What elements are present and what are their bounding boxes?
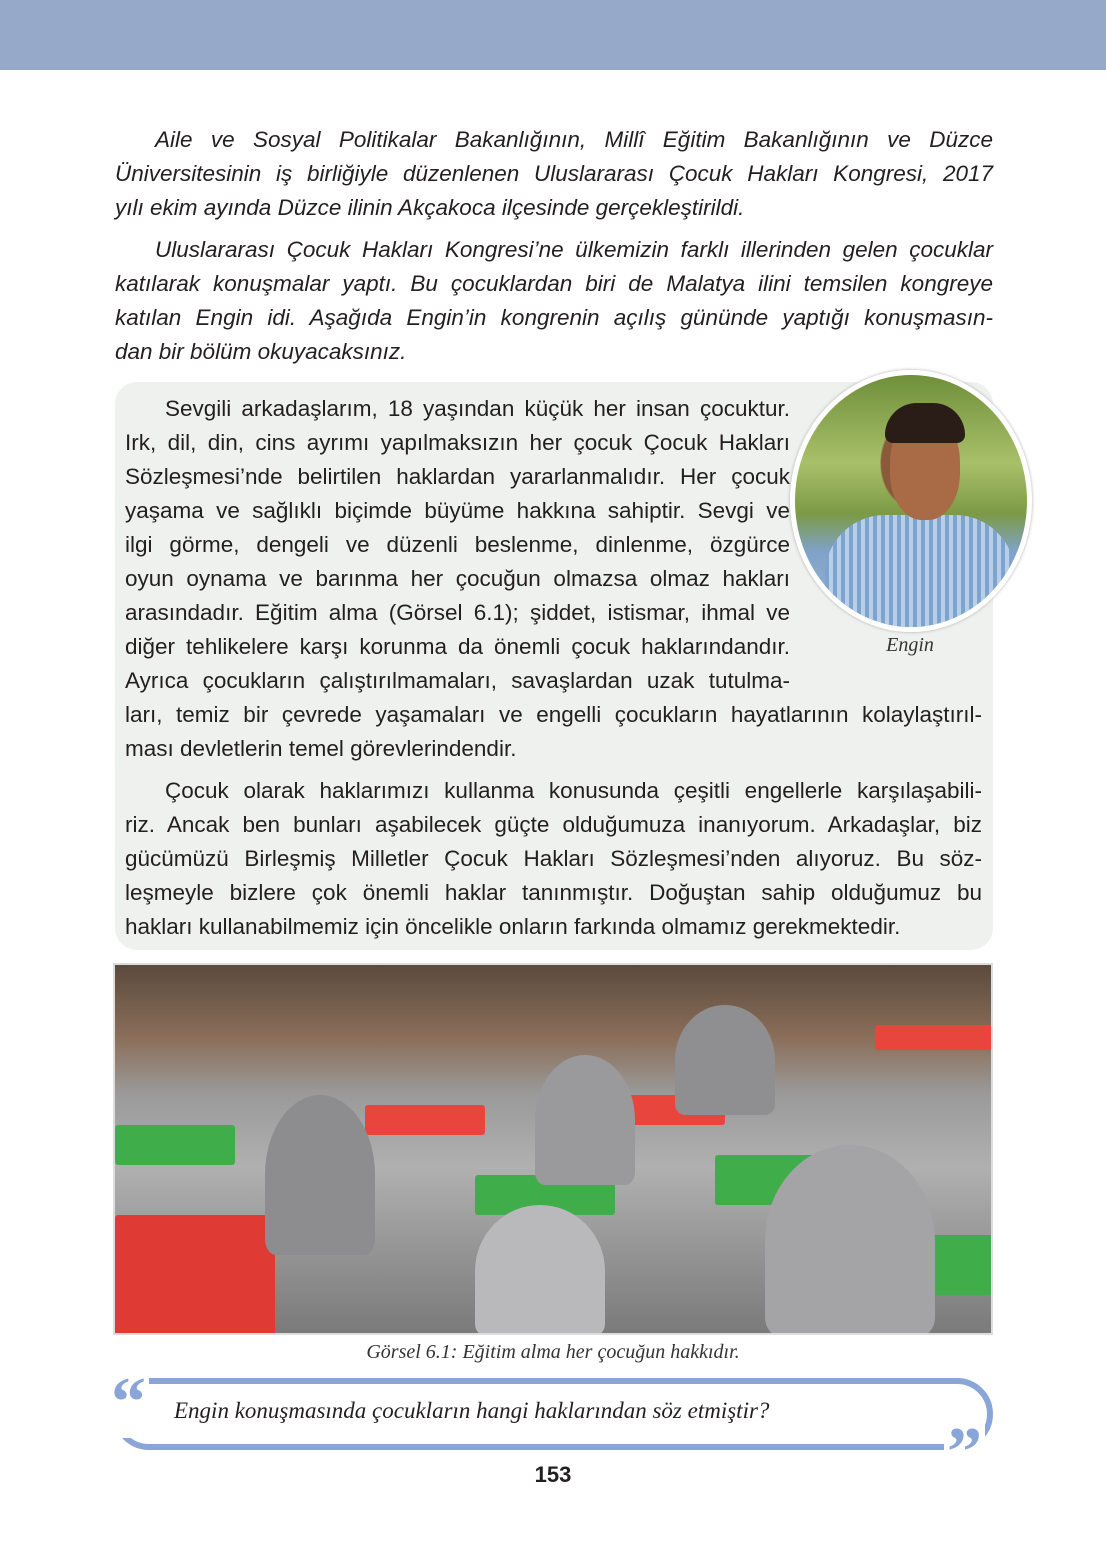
intro-line: katılarak konuşmalar yaptı. Bu çocuklardan biri de Malatya ilini temsilen kongreye — [115, 271, 993, 296]
intro-line: Üniversitesinin iş birliğiyle düzenlenen Uluslararası Çocuk Hakları Kongresi, 2017 — [115, 161, 993, 186]
speech-line: Sözleşmesi’nde belirtilen haklardan yararlanmalıdır. Her çocuk — [125, 464, 790, 489]
speech-line: arasındadır. Eğitim alma (Görsel 6.1); şiddet, istismar, ihmal ve — [125, 600, 790, 625]
speech-line: Irk, dil, din, cins ayrımı yapılmaksızın her çocuk Çocuk Hakları — [125, 430, 790, 455]
speech-line: ması devletlerin temel görevlerindendir. — [125, 736, 517, 761]
engin-portrait-photo — [790, 370, 1032, 632]
speech-line: diğer tehlikelere karşı korunma da önemli çocuk haklarındandır. — [125, 634, 790, 659]
speech-line: Ayrıca çocukların çalıştırılmamaları, savaşlardan uzak tutulma- — [125, 668, 790, 693]
speech-line: Sevgili arkadaşlarım, 18 yaşından küçük her insan çocuktur. — [165, 396, 790, 421]
speech-line: Çocuk olarak haklarımızı kullanma konusunda çeşitli engellerle karşılaşabili- — [165, 778, 982, 803]
page-number: 153 — [534, 1462, 572, 1487]
speech-line: hakları kullanabilmemiz için öncelikle onların farkında olmamız gerekmektedir. — [125, 914, 901, 939]
open-quote-icon: “ — [108, 1368, 149, 1438]
speech-line: oyun oynama ve barınma her çocuğun olmazsa olmaz hakları — [125, 566, 790, 591]
speech-line: yaşama ve sağlıklı biçimde büyüme hakkına sahiptir. Sevgi ve — [125, 498, 790, 523]
intro-line: Aile ve Sosyal Politikalar Bakanlığının, Millî Eğitim Bakanlığının ve Düzce — [155, 127, 993, 152]
intro-line: yılı ekim ayında Düzce ilinin Akçakoca ilçesinde gerçekleştirildi. — [115, 195, 745, 220]
speech-line: gücümüzü Birleşmiş Milletler Çocuk Hakları Sözleşmesi’nden alıyoruz. Bu söz- — [125, 846, 982, 871]
speech-line: riz. Ancak ben bunları aşabilecek güçte olduğumuza inanıyorum. Arkadaşlar, biz — [125, 812, 982, 837]
figure-caption: Görsel 6.1: Eğitim alma her çocuğun hakkıdır. — [366, 1341, 740, 1363]
header-band — [0, 0, 1106, 70]
speech-line: ilgi görme, dengeli ve düzenli beslenme, dinlenme, özgürce — [125, 532, 790, 557]
intro-line: dan bir bölüm okuyacaksınız. — [115, 339, 407, 364]
speech-line: ları, temiz bir çevrede yaşamaları ve engelli çocukların hayatlarının kolaylaştırıl- — [125, 702, 982, 727]
classroom-photo — [113, 963, 993, 1335]
intro-line: Uluslararası Çocuk Hakları Kongresi’ne ülkemizin farklı illerinden gelen çocuklar — [155, 237, 993, 262]
portrait-caption: Engin — [886, 634, 934, 656]
intro-line: katılan Engin idi. Aşağıda Engin’in kongrenin açılış gününde yaptığı konuşmasın- — [115, 305, 993, 330]
question-box — [113, 1378, 993, 1450]
close-quote-icon: ” — [944, 1418, 985, 1488]
speech-line: leşmeyle bizlere çok önemli haklar tanınmıştır. Doğuştan sahip olduğumuz bu — [125, 880, 982, 905]
question-text: Engin konuşmasında çocukların hangi haklarından söz etmiştir? — [174, 1398, 770, 1423]
